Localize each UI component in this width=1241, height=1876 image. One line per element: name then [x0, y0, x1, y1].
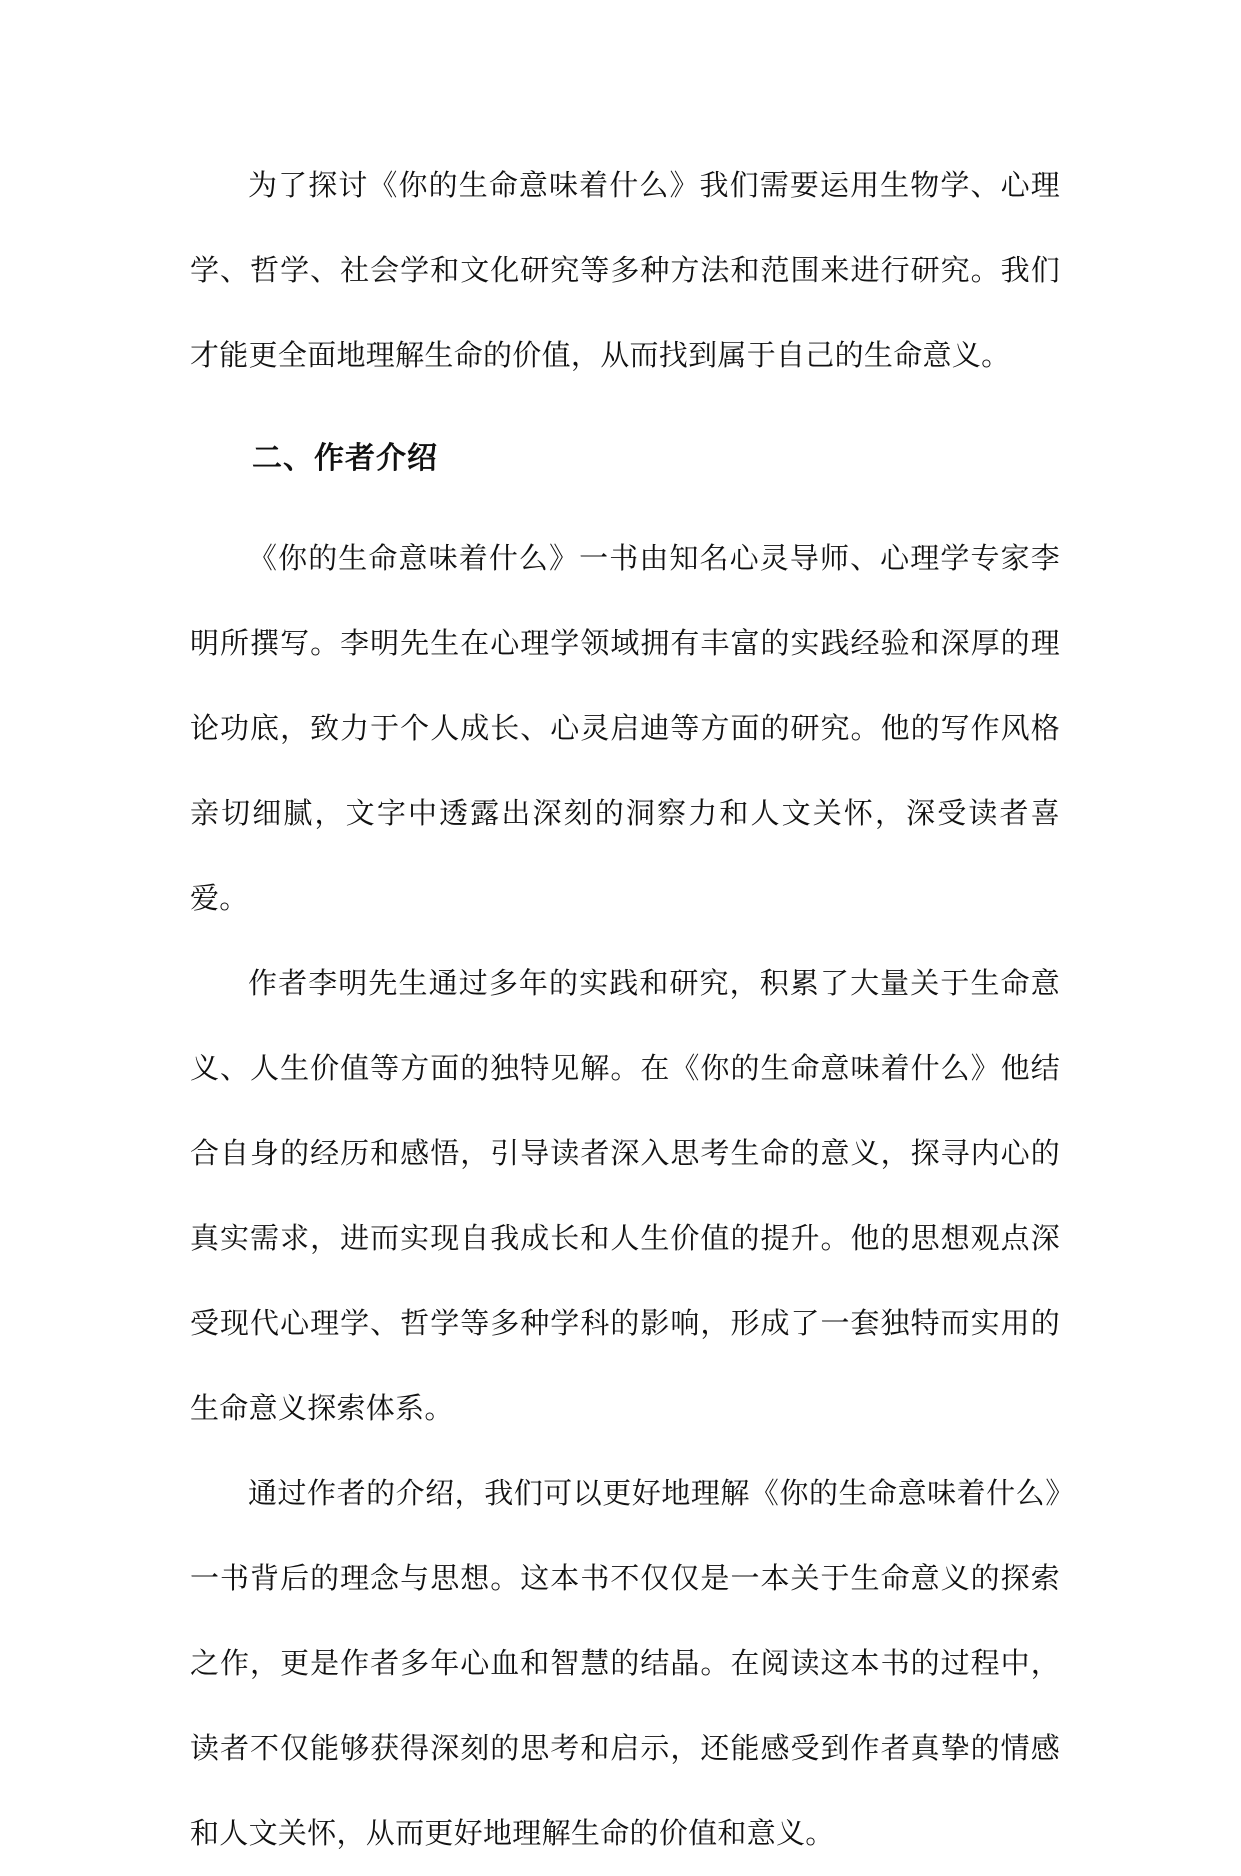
- intro-paragraph: 为了探讨《你的生命意味着什么》我们需要运用生物学、心理学、哲学、社会学和文化研究等多种方法和范围来进行研究。我们才能更全面地理解生命的价值，从而找到属于自己的生命意义。: [190, 168, 1060, 372]
- author-paragraph-3: 通过作者的介绍，我们可以更好地理解《你的生命意味着什么》一书背后的理念与思想。这本书不仅仅是一本关于生命意义的探索之作，更是作者多年心血和智慧的结晶。在阅读这本书的过程中，读者不仅能够获得深刻的思考和启示，还能感受到作者真挚的情感和人文关怀，从而更好地理解生命的价值和意义。: [190, 1476, 1060, 1850]
- section-heading: 二、作者介绍: [252, 441, 438, 476]
- author-paragraph-1: 《你的生命意味着什么》一书由知名心灵导师、心理学专家李明所撰写。李明先生在心理学领域拥有丰富的实践经验和深厚的理论功底，致力于个人成长、心灵启迪等方面的研究。他的写作风格亲切细腻，文字中透露出深刻的洞察力和人文关怀，深受读者喜爱。: [190, 541, 1060, 915]
- author-paragraph-2: 作者李明先生通过多年的实践和研究，积累了大量关于生命意义、人生价值等方面的独特见解。在《你的生命意味着什么》他结合自身的经历和感悟，引导读者深入思考生命的意义，探寻内心的真实需求，进而实现自我成长和人生价值的提升。他的思想观点深受现代心理学、哲学等多种学科的影响，形成了一套独特而实用的生命意义探索体系。: [190, 966, 1060, 1425]
- document-body: [190, 143, 1060, 1876]
